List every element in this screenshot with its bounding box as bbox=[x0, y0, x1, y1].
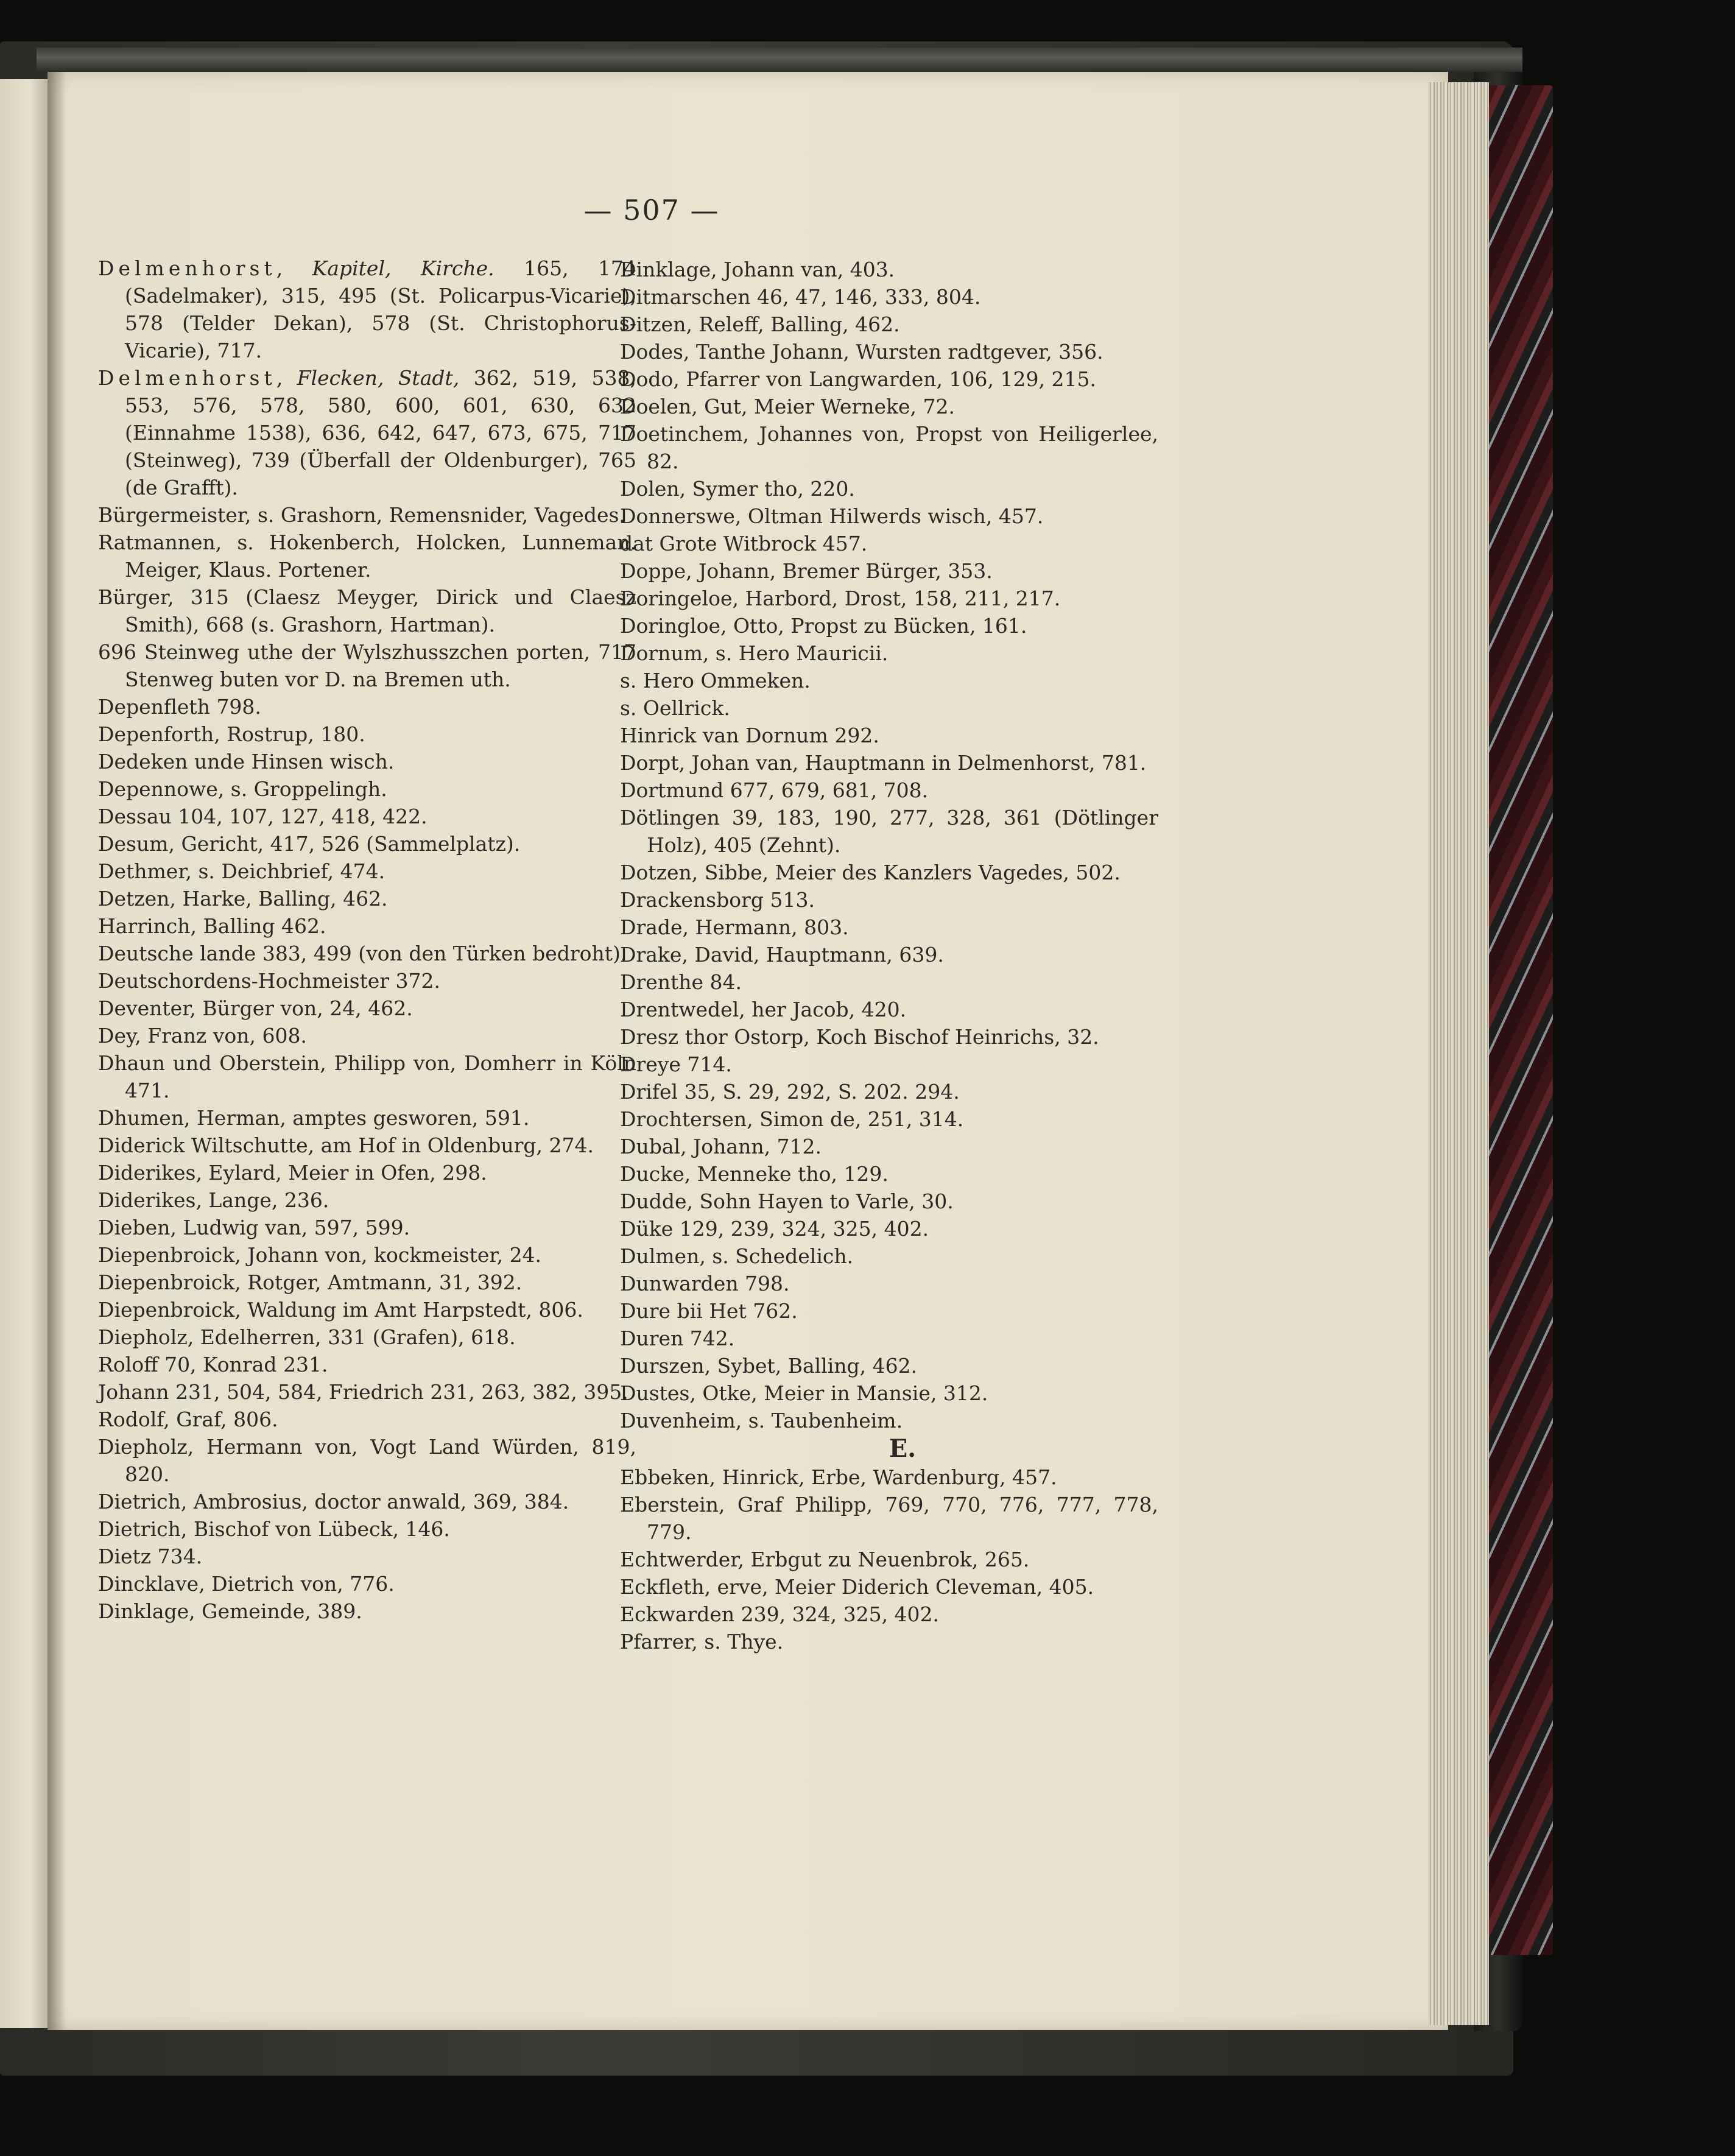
index-text: , bbox=[276, 256, 312, 280]
index-text: Doringloe, Otto, Propst zu Bücken, 161. bbox=[620, 614, 1027, 638]
index-entry bbox=[98, 803, 636, 830]
index-entry bbox=[620, 1215, 1158, 1242]
index-subentry bbox=[98, 1378, 636, 1406]
index-text: Dietz 734. bbox=[98, 1545, 203, 1568]
index-text: Drifel 35, S. 29, 292, S. 202. 294. bbox=[620, 1080, 960, 1104]
index-entry bbox=[98, 693, 636, 720]
index-entry bbox=[620, 1078, 1158, 1105]
index-qualifier: Flecken, Stadt, bbox=[297, 366, 460, 390]
index-subentry bbox=[98, 748, 636, 775]
index-entry bbox=[98, 830, 636, 858]
index-text: Rodolf, Graf, 806. bbox=[98, 1407, 278, 1431]
index-entry bbox=[98, 364, 636, 501]
index-subentry bbox=[98, 529, 636, 583]
index-entry bbox=[98, 1543, 636, 1570]
index-subentry bbox=[620, 1628, 1158, 1655]
index-entry bbox=[620, 941, 1158, 968]
index-text: Dedeken unde Hinsen wisch. bbox=[98, 750, 395, 773]
index-entry bbox=[98, 1515, 636, 1543]
index-entry bbox=[620, 1160, 1158, 1188]
index-entry bbox=[98, 1104, 636, 1132]
index-entry bbox=[620, 639, 1158, 667]
index-entry bbox=[620, 1270, 1158, 1297]
section-letter-heading bbox=[647, 1434, 1158, 1464]
index-entry bbox=[98, 255, 636, 364]
index-text: Dietrich, Bischof von Lübeck, 146. bbox=[98, 1517, 450, 1541]
index-entry bbox=[98, 1570, 636, 1598]
index-text: Roloff 70, Konrad 231. bbox=[98, 1353, 328, 1376]
index-text: Johann 231, 504, 584, Friedrich 231, 263, 382, 395. bbox=[98, 1380, 628, 1404]
index-text: Deutsche lande 383, 499 (von den Türken bedroht). bbox=[98, 942, 627, 965]
index-entry bbox=[620, 1352, 1158, 1379]
index-text: Diepholz, Hermann von, Vogt Land Würden, 819, 820. bbox=[98, 1435, 636, 1486]
index-entry bbox=[98, 885, 636, 912]
index-text: Drackensborg 513. bbox=[620, 888, 815, 912]
index-entry bbox=[620, 585, 1158, 612]
index-text: Donnerswe, Oltman Hilwerds wisch, 457. bbox=[620, 504, 1044, 528]
index-text: Dudde, Sohn Hayen to Varle, 30. bbox=[620, 1189, 954, 1213]
index-text: Dietrich, Ambrosius, doctor anwald, 369, 384. bbox=[98, 1490, 569, 1513]
index-entry bbox=[98, 1598, 636, 1625]
index-text: Dey, Franz von, 608. bbox=[98, 1024, 307, 1048]
index-qualifier: Kapitel, Kirche. bbox=[312, 256, 494, 280]
index-entry bbox=[98, 1433, 636, 1488]
index-text: Eckfleth, erve, Meier Diderich Cleveman, 405. bbox=[620, 1575, 1094, 1599]
index-entry bbox=[98, 1186, 636, 1214]
index-text: Diderikes, Lange, 236. bbox=[98, 1188, 329, 1212]
index-subentry bbox=[98, 1351, 636, 1378]
index-text: Dhaun und Oberstein, Philipp von, Domherr in Köln 471. bbox=[98, 1051, 636, 1102]
index-entry bbox=[620, 804, 1158, 859]
index-subentry bbox=[620, 694, 1158, 722]
index-entry bbox=[620, 502, 1158, 530]
index-text: 165, 174 (Sadelmaker), 315, 495 (St. Policarpus-Vicarie), 578 (Telder Dekan), 578 (St. Christophorus-Vicarie), 717. bbox=[125, 256, 636, 362]
index-text: Doringeloe, Harbord, Drost, 158, 211, 217. bbox=[620, 587, 1061, 610]
index-text: Drade, Hermann, 803. bbox=[620, 915, 849, 939]
index-text: Dolen, Symer tho, 220. bbox=[620, 477, 855, 501]
index-text: s. Hero Ommeken. bbox=[620, 669, 811, 692]
index-text: Dresz thor Ostorp, Koch Bischof Heinrichs, 32. bbox=[620, 1025, 1099, 1049]
index-entry bbox=[620, 475, 1158, 502]
index-text: Durszen, Sybet, Balling, 462. bbox=[620, 1354, 918, 1378]
index-entry bbox=[620, 1297, 1158, 1325]
index-text: Dulmen, s. Schedelich. bbox=[620, 1244, 854, 1268]
index-text: Ditmarschen 46, 47, 146, 333, 804. bbox=[620, 285, 981, 309]
index-headword: Delmenhorst bbox=[98, 366, 276, 390]
index-text: Dessau 104, 107, 127, 418, 422. bbox=[98, 805, 428, 828]
index-entry bbox=[98, 1132, 636, 1159]
index-entry bbox=[620, 393, 1158, 420]
index-text: Dure bii Het 762. bbox=[620, 1299, 798, 1323]
index-entry bbox=[620, 1242, 1158, 1270]
index-text: Dubal, Johann, 712. bbox=[620, 1135, 822, 1158]
page-gutter-shadow bbox=[48, 72, 66, 2030]
index-entry bbox=[98, 775, 636, 803]
index-entry bbox=[620, 283, 1158, 311]
index-text: dat Grote Witbrock 457. bbox=[620, 532, 868, 555]
index-entry bbox=[620, 914, 1158, 941]
page-number: — 507 — bbox=[583, 194, 720, 227]
index-text: Diepenbroick, Johann von, kockmeister, 24. bbox=[98, 1243, 542, 1267]
index-entry bbox=[620, 1464, 1158, 1491]
index-text: Düke 129, 239, 324, 325, 402. bbox=[620, 1217, 929, 1241]
index-entry bbox=[98, 1296, 636, 1323]
index-entry bbox=[620, 420, 1158, 475]
index-subentry bbox=[620, 667, 1158, 694]
index-subentry bbox=[98, 912, 636, 940]
index-text: Depenfleth 798. bbox=[98, 695, 261, 719]
index-text: Ebbeken, Hinrick, Erbe, Wardenburg, 457. bbox=[620, 1465, 1057, 1489]
index-entry bbox=[98, 1488, 636, 1515]
index-text: Deventer, Bürger von, 24, 462. bbox=[98, 996, 413, 1020]
index-text: Eberstein, Graf Philipp, 769, 770, 776, 777, 778, 779. bbox=[620, 1493, 1158, 1544]
index-text: Ratmannen, s. Hokenberch, Holcken, Lunneman. Meiger, Klaus. Portener. bbox=[98, 530, 636, 582]
index-subentry bbox=[620, 722, 1158, 749]
index-entry bbox=[98, 1241, 636, 1269]
index-text: Diepenbroick, Rotger, Amtmann, 31, 392. bbox=[98, 1270, 523, 1294]
index-text: Dotzen, Sibbe, Meier des Kanzlers Vagedes, 502. bbox=[620, 861, 1121, 884]
facing-page-edge bbox=[0, 79, 49, 2028]
index-text: Ducke, Menneke tho, 129. bbox=[620, 1162, 889, 1186]
index-text: Bürger, 315 (Claesz Meyger, Dirick und Claesz Smith), 668 (s. Grashorn, Hartman). bbox=[98, 585, 636, 636]
index-text: Dorpt, Johan van, Hauptmann in Delmenhorst, 781. bbox=[620, 751, 1147, 775]
index-entry bbox=[620, 612, 1158, 639]
index-entry bbox=[620, 1379, 1158, 1407]
index-text: Dodo, Pfarrer von Langwarden, 106, 129, 215. bbox=[620, 367, 1096, 391]
index-column-left bbox=[98, 255, 636, 1789]
index-entry bbox=[620, 859, 1158, 886]
index-entry bbox=[620, 1105, 1158, 1133]
index-text: Dortmund 677, 679, 681, 708. bbox=[620, 778, 929, 802]
index-text: Dinklage, Gemeinde, 389. bbox=[98, 1599, 362, 1623]
index-text: 362, 519, 538, 553, 576, 578, 580, 600, 601, 630, 632 (Einnahme 1538), 636, 642, 647, 673, 675, 717 (Steinweg), 739 (Überfall der Oldenburger), 765 (de Grafft). bbox=[125, 366, 636, 499]
index-text: Hinrick van Dornum 292. bbox=[620, 724, 879, 747]
index-text: Dreye 714. bbox=[620, 1052, 732, 1076]
index-entry bbox=[620, 338, 1158, 365]
index-text: Doetinchem, Johannes von, Propst von Heiligerlee, 82. bbox=[620, 422, 1158, 473]
marbled-cover-edge bbox=[1486, 85, 1553, 1955]
index-text: Detzen, Harke, Balling, 462. bbox=[98, 887, 388, 911]
index-entry bbox=[620, 1573, 1158, 1601]
index-entry bbox=[620, 1546, 1158, 1573]
index-text: s. Oellrick. bbox=[620, 696, 730, 720]
index-text: E. bbox=[889, 1434, 917, 1463]
index-entry bbox=[98, 720, 636, 748]
index-text: Echtwerder, Erbgut zu Neuenbrok, 265. bbox=[620, 1548, 1030, 1571]
index-entry bbox=[620, 256, 1158, 283]
index-text: Bürgermeister, s. Grashorn, Remensnider, Vagedes. bbox=[98, 503, 625, 527]
index-text: Depenforth, Rostrup, 180. bbox=[98, 722, 365, 746]
index-entry bbox=[98, 1214, 636, 1241]
index-text: Dodes, Tanthe Johann, Wursten radtgever, 356. bbox=[620, 340, 1103, 364]
index-text: Dhumen, Herman, amptes gesworen, 591. bbox=[98, 1106, 530, 1130]
index-text: Duren 742. bbox=[620, 1326, 735, 1350]
index-entry bbox=[620, 777, 1158, 804]
index-text: Diepholz, Edelherren, 331 (Grafen), 618. bbox=[98, 1325, 516, 1349]
index-text: Doppe, Johann, Bremer Bürger, 353. bbox=[620, 559, 993, 583]
index-subentry bbox=[98, 638, 636, 693]
index-entry bbox=[620, 1051, 1158, 1078]
index-text: Doelen, Gut, Meier Werneke, 72. bbox=[620, 395, 955, 418]
page-fore-edge bbox=[1428, 82, 1489, 2025]
index-entry bbox=[620, 749, 1158, 777]
index-text: Dinklage, Johann van, 403. bbox=[620, 258, 895, 281]
index-entry bbox=[620, 1188, 1158, 1215]
index-text: 696 Steinweg uthe der Wylszhusszchen porten, 717 Stenweg buten vor D. na Bremen uth. bbox=[98, 640, 636, 691]
index-text: Depennowe, s. Groppelingh. bbox=[98, 777, 387, 801]
index-column-right bbox=[620, 256, 1158, 1791]
index-text: Dieben, Ludwig van, 597, 599. bbox=[98, 1216, 410, 1239]
index-text: Diderick Wiltschutte, am Hof in Oldenburg, 274. bbox=[98, 1133, 594, 1157]
index-entry bbox=[620, 311, 1158, 338]
index-entry bbox=[620, 557, 1158, 585]
index-text: Pfarrer, s. Thye. bbox=[620, 1630, 784, 1654]
index-text: Deutschordens-Hochmeister 372. bbox=[98, 969, 441, 993]
index-text: Drochtersen, Simon de, 251, 314. bbox=[620, 1107, 964, 1131]
index-text: Dunwarden 798. bbox=[620, 1272, 790, 1295]
index-text: Dincklave, Dietrich von, 776. bbox=[98, 1572, 395, 1596]
index-entry bbox=[98, 1323, 636, 1351]
index-entry bbox=[620, 968, 1158, 996]
index-text: Desum, Gericht, 417, 526 (Sammelplatz). bbox=[98, 832, 521, 856]
index-entry bbox=[98, 1049, 636, 1104]
index-subentry bbox=[620, 530, 1158, 557]
index-entry bbox=[620, 1407, 1158, 1434]
index-entry bbox=[98, 995, 636, 1022]
index-headword: Delmenhorst bbox=[98, 256, 276, 280]
index-entry bbox=[620, 886, 1158, 914]
index-text: Dötlingen 39, 183, 190, 277, 328, 361 (Dötlinger Holz), 405 (Zehnt). bbox=[620, 806, 1158, 857]
index-text: Diderikes, Eylard, Meier in Ofen, 298. bbox=[98, 1161, 487, 1185]
index-entry bbox=[620, 1325, 1158, 1352]
index-entry bbox=[98, 940, 636, 967]
index-entry bbox=[620, 1601, 1158, 1628]
index-subentry bbox=[98, 501, 636, 529]
index-text: Diepenbroick, Waldung im Amt Harpstedt, 806. bbox=[98, 1298, 583, 1322]
index-entry bbox=[620, 1133, 1158, 1160]
index-text: Drentwedel, her Jacob, 420. bbox=[620, 998, 907, 1021]
index-text: Duvenheim, s. Taubenheim. bbox=[620, 1409, 903, 1432]
book-top-edge bbox=[37, 48, 1522, 72]
index-entry bbox=[620, 365, 1158, 393]
index-entry bbox=[98, 858, 636, 885]
index-entry bbox=[620, 1491, 1158, 1546]
index-text: Harrinch, Balling 462. bbox=[98, 914, 326, 938]
index-entry bbox=[98, 1022, 636, 1049]
index-entry bbox=[620, 1023, 1158, 1051]
index-text: Eckwarden 239, 324, 325, 402. bbox=[620, 1602, 940, 1626]
index-entry bbox=[98, 1269, 636, 1296]
index-text: Dustes, Otke, Meier in Mansie, 312. bbox=[620, 1381, 988, 1405]
index-text: , bbox=[276, 366, 297, 390]
index-text: Drenthe 84. bbox=[620, 970, 742, 994]
index-text: Ditzen, Releff, Balling, 462. bbox=[620, 312, 900, 336]
index-entry bbox=[98, 967, 636, 995]
index-text: Drake, David, Hauptmann, 639. bbox=[620, 943, 944, 967]
index-entry bbox=[98, 1159, 636, 1186]
index-subentry bbox=[98, 1406, 636, 1433]
index-text: Dethmer, s. Deichbrief, 474. bbox=[98, 859, 385, 883]
index-subentry bbox=[98, 583, 636, 638]
index-text: Dornum, s. Hero Mauricii. bbox=[620, 641, 889, 665]
index-entry bbox=[620, 996, 1158, 1023]
